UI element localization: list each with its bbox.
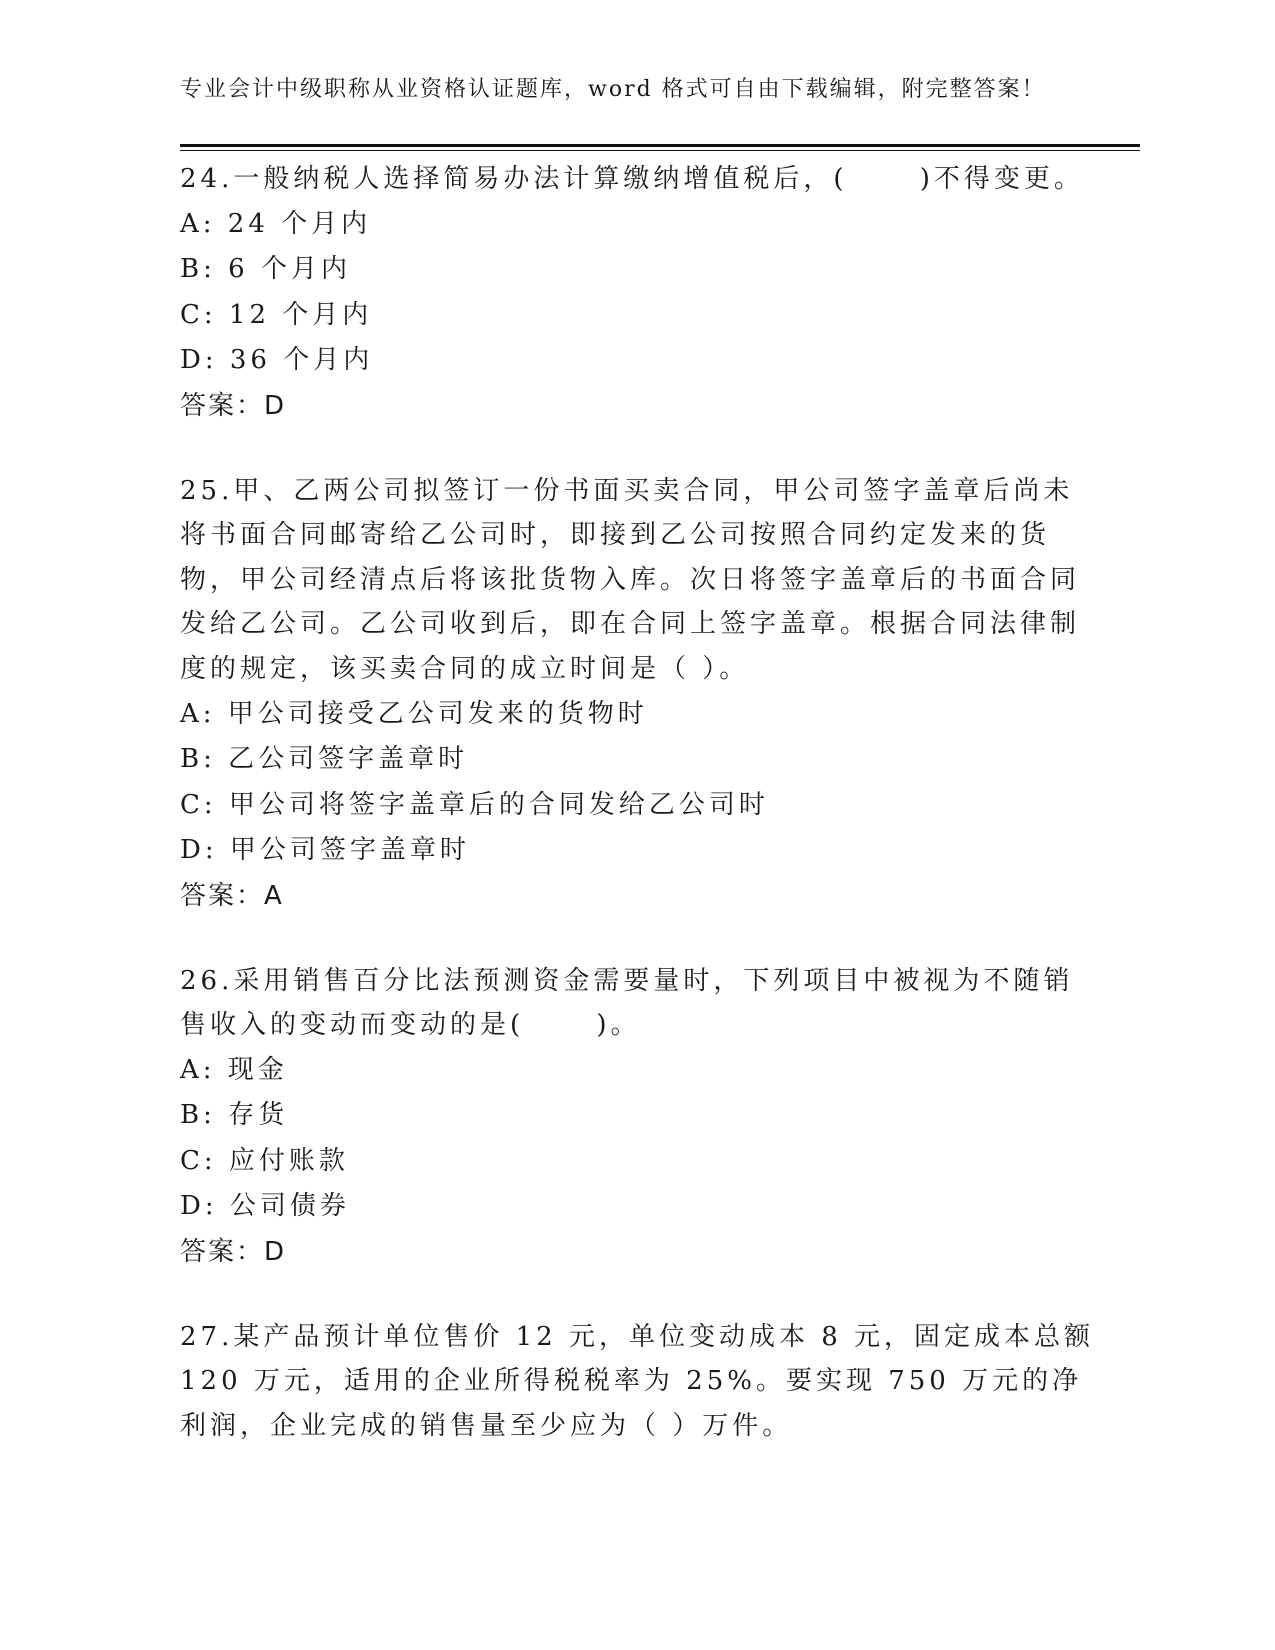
header-rule-thin	[180, 150, 1140, 151]
question-27	[180, 1315, 1100, 1449]
option-b: B: 乙公司签字盖章时	[180, 744, 469, 775]
option-d: D: 公司债券	[180, 1191, 350, 1222]
option-c: C: 12 个月内	[180, 299, 373, 330]
option-a: A: 甲公司接受乙公司发来的货物时	[180, 698, 648, 729]
question-stem: 26.采用销售百分比法预测资金需要量时，下列项目中被视为不随销售收入的变动而变动的是( )。	[180, 965, 1074, 1041]
answer: 答案：A	[180, 880, 284, 911]
option-a: A: 24 个月内	[180, 208, 372, 239]
option-a: A: 现金	[180, 1054, 288, 1085]
question-stem: 24.一般纳税人选择简易办法计算缴纳增值税后，( )不得变更。	[180, 164, 1084, 194]
question-26	[180, 959, 1100, 1275]
question-list	[180, 157, 1100, 1449]
question-24	[180, 157, 1100, 429]
option-b: B: 6 个月内	[180, 254, 351, 285]
option-c: C: 甲公司将签字盖章后的合同发给乙公司时	[180, 789, 769, 820]
question-stem: 25.甲、乙两公司拟签订一份书面买卖合同，甲公司签字盖章后尚未将书面合同邮寄给乙公司时，即接到乙公司按照合同约定发来的货物，甲公司经清点后将该批货物入库。次日将签字盖章后的书面合同发给乙公司。乙公司收到后，即在合同上签字盖章。根据合同法律制度的规定，该买卖合同的成立时间是（ ）。	[180, 475, 1081, 684]
question-25	[180, 469, 1100, 919]
header-rule-thick	[180, 144, 1140, 147]
answer: 答案：D	[180, 390, 287, 421]
option-c: C: 应付账款	[180, 1145, 349, 1176]
answer: 答案：D	[180, 1236, 287, 1267]
option-d: D: 甲公司签字盖章时	[180, 835, 470, 866]
page-header: 专业会计中级职称从业资格认证题库，word 格式可自由下载编辑，附完整答案！	[180, 77, 1046, 102]
option-b: B: 存货	[180, 1100, 289, 1131]
option-d: D: 36 个月内	[180, 345, 374, 376]
question-stem: 27.某产品预计单位售价 12 元，单位变动成本 8 元，固定成本总额 120 万元，适用的企业所得税税率为 25%。要实现 750 万元的净利润，企业完成的销售量至少应为（ ）万件。	[180, 1321, 1095, 1441]
